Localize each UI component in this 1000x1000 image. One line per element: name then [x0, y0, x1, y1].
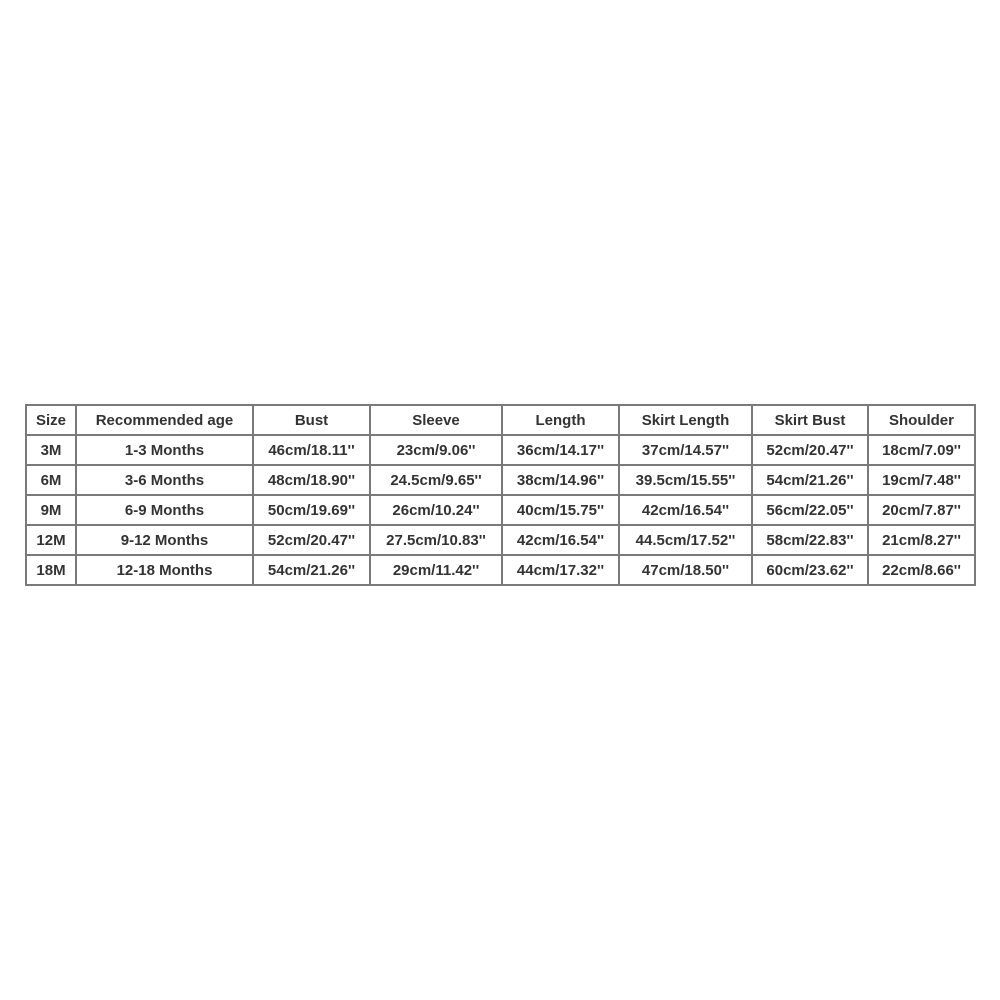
cell-shoulder: 21cm/8.27''	[868, 525, 975, 555]
cell-recommended-age: 9-12 Months	[76, 525, 253, 555]
cell-length: 40cm/15.75''	[502, 495, 619, 525]
cell-length: 42cm/16.54''	[502, 525, 619, 555]
cell-recommended-age: 1-3 Months	[76, 435, 253, 465]
size-chart-header	[26, 405, 975, 435]
cell-recommended-age: 6-9 Months	[76, 495, 253, 525]
cell-recommended-age: 12-18 Months	[76, 555, 253, 585]
header-length: Length	[502, 405, 619, 435]
cell-size: 9M	[26, 495, 76, 525]
cell-size: 6M	[26, 465, 76, 495]
header-skirt-bust: Skirt Bust	[752, 405, 868, 435]
header-row	[26, 405, 975, 435]
cell-recommended-age: 3-6 Months	[76, 465, 253, 495]
cell-skirt-bust: 54cm/21.26''	[752, 465, 868, 495]
table-row	[26, 555, 975, 585]
cell-shoulder: 22cm/8.66''	[868, 555, 975, 585]
header-skirt-length: Skirt Length	[619, 405, 752, 435]
cell-skirt-bust: 52cm/20.47''	[752, 435, 868, 465]
header-size: Size	[26, 405, 76, 435]
size-chart-table	[25, 404, 976, 586]
header-bust: Bust	[253, 405, 370, 435]
cell-sleeve: 27.5cm/10.83''	[370, 525, 502, 555]
cell-length: 36cm/14.17''	[502, 435, 619, 465]
table-row	[26, 465, 975, 495]
cell-size: 12M	[26, 525, 76, 555]
cell-skirt-bust: 60cm/23.62''	[752, 555, 868, 585]
header-recommended-age: Recommended age	[76, 405, 253, 435]
table-row	[26, 525, 975, 555]
cell-bust: 52cm/20.47''	[253, 525, 370, 555]
cell-sleeve: 26cm/10.24''	[370, 495, 502, 525]
cell-bust: 54cm/21.26''	[253, 555, 370, 585]
cell-skirt-length: 42cm/16.54''	[619, 495, 752, 525]
table-row	[26, 495, 975, 525]
cell-sleeve: 29cm/11.42''	[370, 555, 502, 585]
table-row	[26, 435, 975, 465]
cell-sleeve: 23cm/9.06''	[370, 435, 502, 465]
cell-skirt-length: 39.5cm/15.55''	[619, 465, 752, 495]
cell-bust: 50cm/19.69''	[253, 495, 370, 525]
cell-size: 3M	[26, 435, 76, 465]
size-chart-body	[26, 435, 975, 585]
cell-skirt-bust: 56cm/22.05''	[752, 495, 868, 525]
header-sleeve: Sleeve	[370, 405, 502, 435]
cell-length: 38cm/14.96''	[502, 465, 619, 495]
cell-sleeve: 24.5cm/9.65''	[370, 465, 502, 495]
cell-bust: 48cm/18.90''	[253, 465, 370, 495]
cell-skirt-length: 37cm/14.57''	[619, 435, 752, 465]
cell-bust: 46cm/18.11''	[253, 435, 370, 465]
cell-shoulder: 19cm/7.48''	[868, 465, 975, 495]
cell-size: 18M	[26, 555, 76, 585]
header-shoulder: Shoulder	[868, 405, 975, 435]
cell-skirt-length: 44.5cm/17.52''	[619, 525, 752, 555]
cell-skirt-length: 47cm/18.50''	[619, 555, 752, 585]
cell-shoulder: 20cm/7.87''	[868, 495, 975, 525]
cell-shoulder: 18cm/7.09''	[868, 435, 975, 465]
cell-length: 44cm/17.32''	[502, 555, 619, 585]
cell-skirt-bust: 58cm/22.83''	[752, 525, 868, 555]
